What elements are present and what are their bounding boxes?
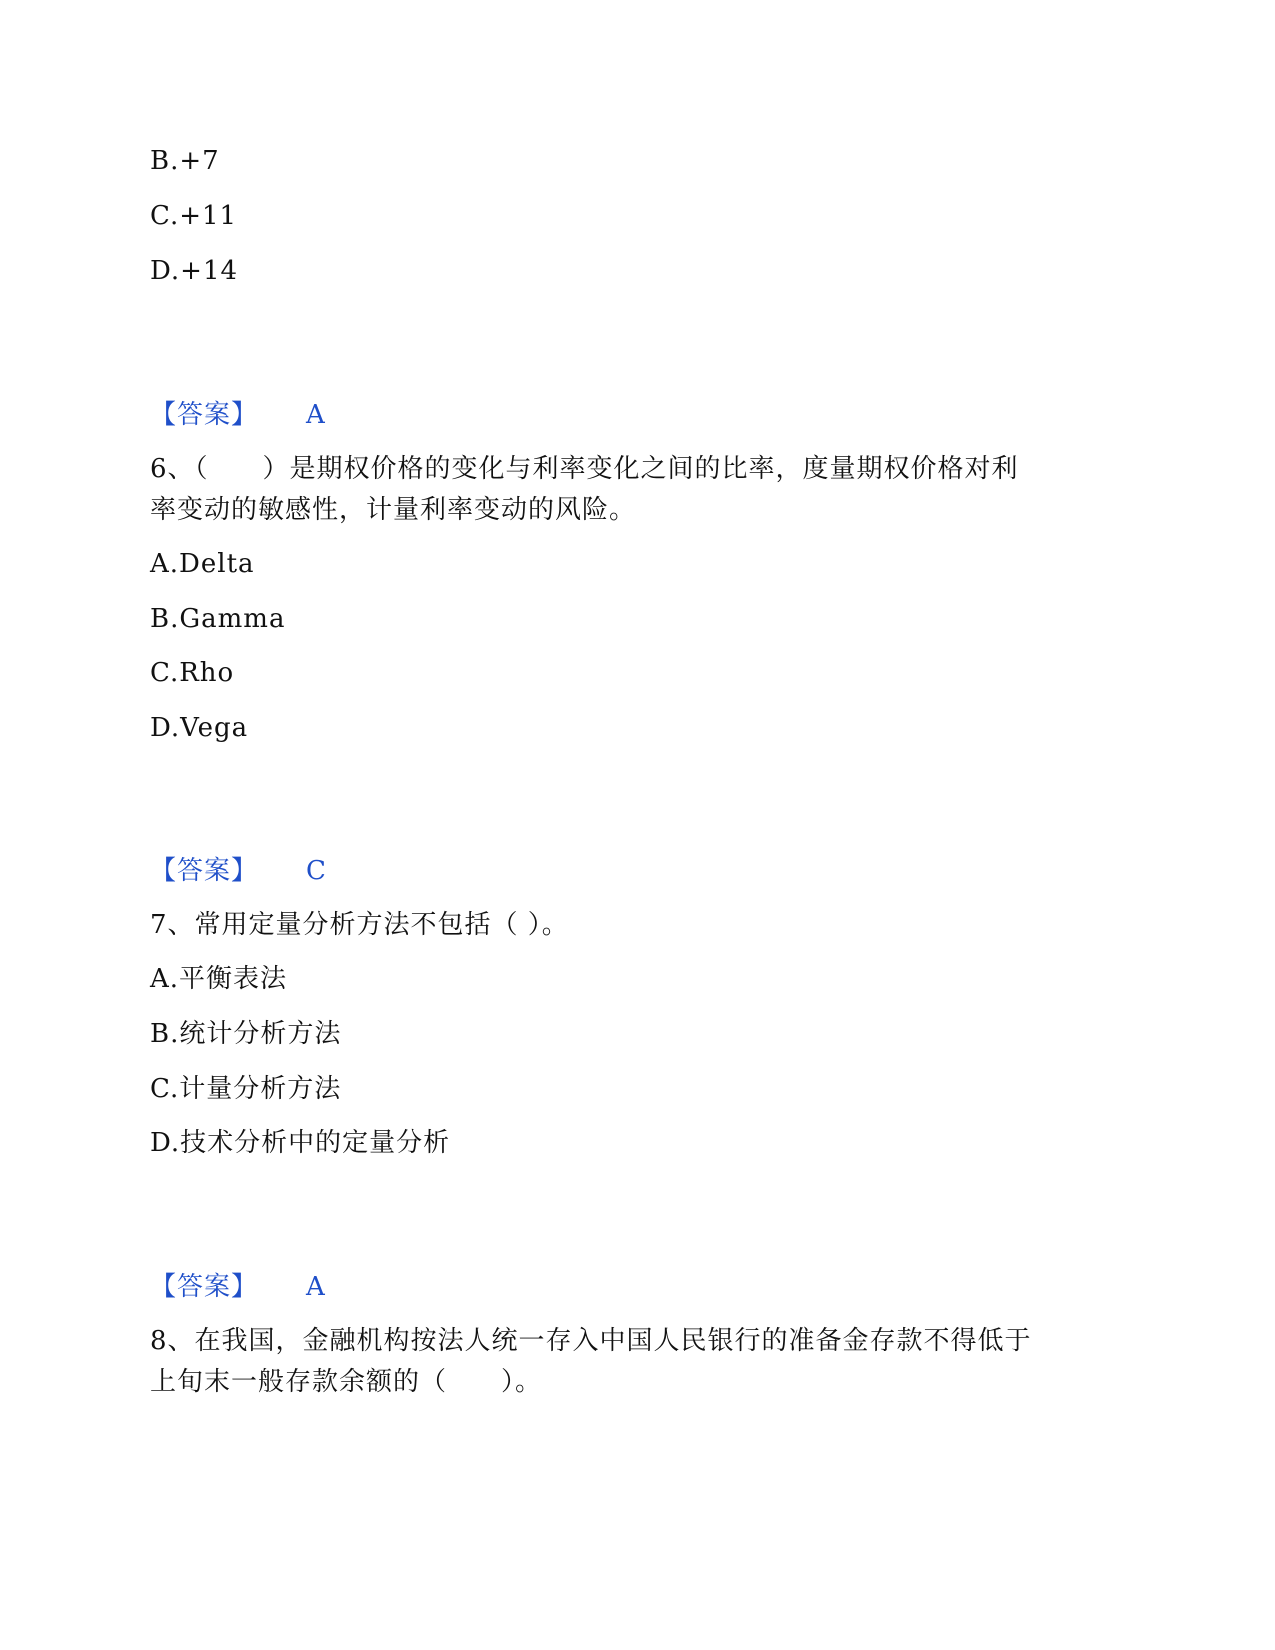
q7-stem: 7、常用定量分析方法不包括（ ）。 — [150, 910, 569, 940]
q6-stem-line2: 率变动的敏感性，计量利率变动的风险。 — [150, 495, 637, 525]
q6-option-d: D.Vega — [150, 713, 249, 743]
q5-answer-row — [150, 395, 325, 435]
q5-option-c: C.+11 — [150, 201, 238, 231]
q6-option-b: B.Gamma — [150, 604, 286, 634]
q6-option-c: C.Rho — [150, 658, 235, 688]
q7-option-d: D.技术分析中的定量分析 — [150, 1128, 451, 1158]
q5-answer-value: A — [306, 400, 325, 430]
q7-option-b: B.统计分析方法 — [150, 1019, 342, 1049]
q7-answer-value: A — [306, 1272, 325, 1302]
q8-stem-line1: 8、在我国，金融机构按法人统一存入中国人民银行的准备金存款不得低于 — [150, 1326, 1032, 1356]
q6-stem-line1: 6、（ ）是期权价格的变化与利率变化之间的比率，度量期权价格对利 — [150, 454, 1019, 484]
q6-answer-row — [150, 851, 326, 891]
q6-option-a: A.Delta — [150, 549, 255, 579]
q5-option-d: D.+14 — [150, 256, 239, 286]
answer-label: 【答案】 — [150, 1272, 259, 1302]
answer-label: 【答案】 — [150, 856, 259, 886]
q5-option-b: B.+7 — [150, 146, 220, 176]
q7-option-a: A.平衡表法 — [150, 964, 288, 994]
q7-answer-row — [150, 1267, 325, 1307]
q7-option-c: C.计量分析方法 — [150, 1074, 342, 1104]
q6-answer-value: C — [306, 856, 326, 886]
q8-stem-line2: 上旬末一般存款余额的（ ）。 — [150, 1367, 543, 1397]
answer-label: 【答案】 — [150, 400, 259, 430]
